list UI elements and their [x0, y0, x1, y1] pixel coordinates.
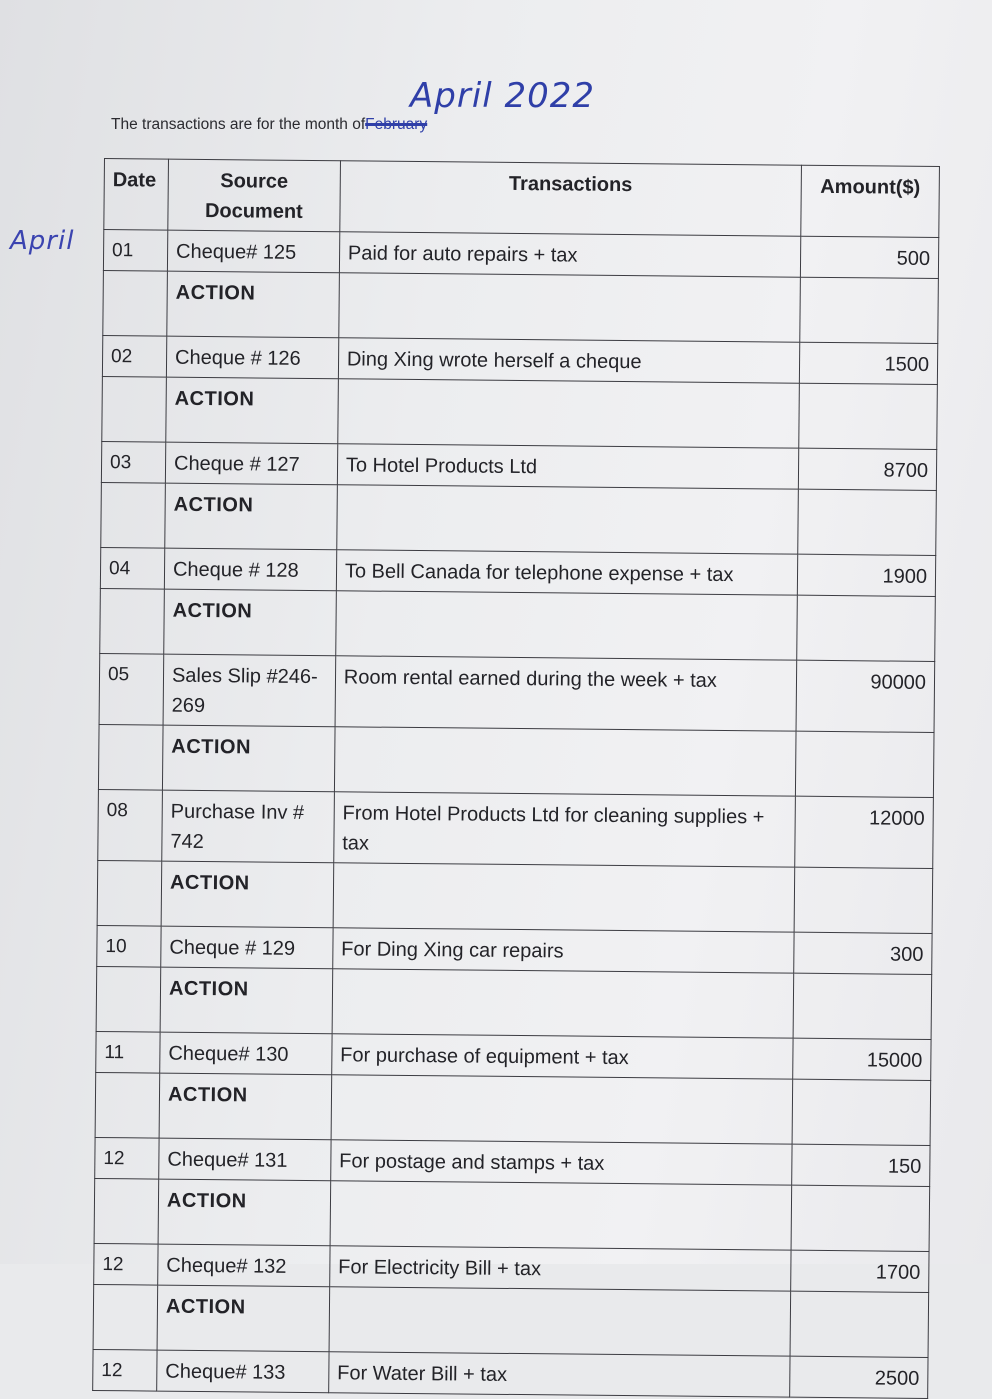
empty-cell	[333, 863, 795, 932]
header-amount: Amount($)	[801, 165, 940, 237]
source-cell: Cheque# 132	[158, 1244, 330, 1287]
transaction-cell: For purchase of equipment + tax	[332, 1034, 794, 1079]
transaction-cell: To Bell Canada for telephone expense + tax	[336, 550, 798, 595]
intro-line	[111, 116, 427, 134]
intro-text: The transactions are for the month of	[111, 116, 366, 133]
header-source: Source Document	[168, 159, 341, 232]
empty-cell	[101, 482, 166, 548]
empty-cell	[95, 1072, 160, 1138]
action-label: ACTION	[167, 271, 339, 338]
amount-cell: 150	[792, 1144, 930, 1186]
empty-cell	[334, 727, 796, 796]
date-cell: 12	[95, 1137, 159, 1179]
transaction-cell: Paid for auto repairs + tax	[339, 232, 801, 277]
amount-cell: 90000	[796, 660, 935, 732]
empty-cell	[794, 867, 933, 933]
empty-cell	[331, 1075, 793, 1144]
amount-cell: 15000	[793, 1038, 931, 1080]
action-label: ACTION	[165, 483, 337, 550]
action-row	[98, 724, 934, 797]
date-cell: 01	[103, 230, 167, 272]
date-cell: 12	[94, 1243, 158, 1285]
amount-cell: 1700	[791, 1250, 929, 1292]
action-row	[93, 1284, 929, 1357]
empty-cell	[102, 376, 167, 442]
source-cell: Cheque # 126	[166, 336, 338, 379]
empty-cell	[799, 383, 938, 449]
action-label: ACTION	[161, 861, 333, 928]
transaction-cell: Ding Xing wrote herself a cheque	[338, 338, 800, 383]
transaction-cell: Room rental earned during the week + tax	[335, 656, 797, 731]
date-cell: 12	[93, 1349, 157, 1391]
source-cell: Cheque# 125	[167, 230, 339, 273]
empty-cell	[800, 277, 939, 343]
source-cell: Cheque # 129	[161, 926, 333, 969]
struck-month: February	[365, 116, 428, 133]
empty-cell	[330, 1181, 792, 1250]
amount-cell: 1500	[799, 342, 937, 384]
amount-cell: 8700	[798, 448, 936, 490]
empty-cell	[336, 591, 798, 660]
source-cell: Cheque# 133	[157, 1350, 329, 1393]
action-row	[95, 1072, 931, 1145]
transaction-cell: For Electricity Bill + tax	[330, 1246, 792, 1291]
action-label: ACTION	[157, 1285, 329, 1352]
amount-cell: 12000	[795, 796, 934, 868]
action-label: ACTION	[160, 967, 332, 1034]
date-cell: 03	[101, 441, 165, 483]
action-label: ACTION	[158, 1179, 330, 1246]
source-cell: Purchase Inv # 742	[162, 790, 335, 863]
action-row	[102, 376, 938, 449]
empty-cell	[795, 731, 934, 797]
action-label: ACTION	[162, 725, 334, 792]
amount-cell: 1900	[797, 554, 935, 596]
date-cell: 04	[100, 547, 164, 589]
empty-cell	[96, 966, 161, 1032]
empty-cell	[332, 969, 794, 1038]
action-row	[94, 1178, 930, 1251]
empty-cell	[97, 860, 162, 926]
empty-cell	[793, 973, 932, 1039]
empty-cell	[338, 379, 800, 448]
empty-cell	[103, 270, 168, 336]
action-row	[96, 966, 932, 1039]
transaction-cell: To Hotel Products Ltd	[337, 444, 799, 489]
transaction-cell: For Ding Xing car repairs	[333, 928, 795, 973]
empty-cell	[329, 1287, 791, 1356]
date-cell: 08	[98, 789, 163, 861]
source-cell: Cheque # 128	[164, 548, 336, 591]
handwritten-margin-note: April	[10, 226, 75, 256]
empty-cell	[792, 1079, 931, 1145]
empty-cell	[790, 1291, 929, 1357]
source-cell: Cheque# 131	[159, 1138, 331, 1181]
action-row	[101, 482, 937, 555]
transaction-cell: From Hotel Products Ltd for cleaning supplies + tax	[334, 792, 796, 867]
source-cell: Sales Slip #246-269	[163, 654, 336, 727]
empty-cell	[100, 588, 165, 654]
date-cell: 11	[96, 1031, 160, 1073]
source-cell: Cheque# 130	[160, 1032, 332, 1075]
transaction-cell: For Water Bill + tax	[328, 1352, 790, 1397]
action-label: ACTION	[164, 589, 336, 656]
action-label: ACTION	[159, 1073, 331, 1140]
action-label: ACTION	[166, 377, 338, 444]
empty-cell	[339, 273, 801, 342]
amount-cell: 300	[794, 932, 932, 974]
action-row	[100, 588, 936, 661]
table-row	[98, 789, 934, 868]
handwritten-month: April 2022	[410, 76, 596, 116]
header-transactions: Transactions	[340, 161, 802, 236]
amount-cell: 2500	[790, 1356, 928, 1398]
table-body	[93, 230, 939, 1399]
empty-cell	[98, 724, 163, 790]
date-cell: 05	[99, 653, 164, 725]
empty-cell	[798, 489, 937, 555]
transaction-cell: For postage and stamps + tax	[331, 1140, 793, 1185]
empty-cell	[337, 485, 799, 554]
table-row	[99, 653, 935, 732]
action-row	[97, 860, 933, 933]
empty-cell	[791, 1185, 930, 1251]
source-cell: Cheque # 127	[165, 442, 337, 485]
empty-cell	[797, 595, 936, 661]
empty-cell	[94, 1178, 159, 1244]
amount-cell: 500	[800, 236, 938, 278]
transactions-table	[92, 158, 940, 1399]
empty-cell	[93, 1284, 158, 1350]
action-row	[103, 270, 939, 343]
table-header-row	[104, 159, 940, 238]
table-row	[93, 1349, 928, 1398]
date-cell: 02	[102, 335, 166, 377]
date-cell: 10	[97, 925, 161, 967]
header-date: Date	[104, 159, 169, 231]
